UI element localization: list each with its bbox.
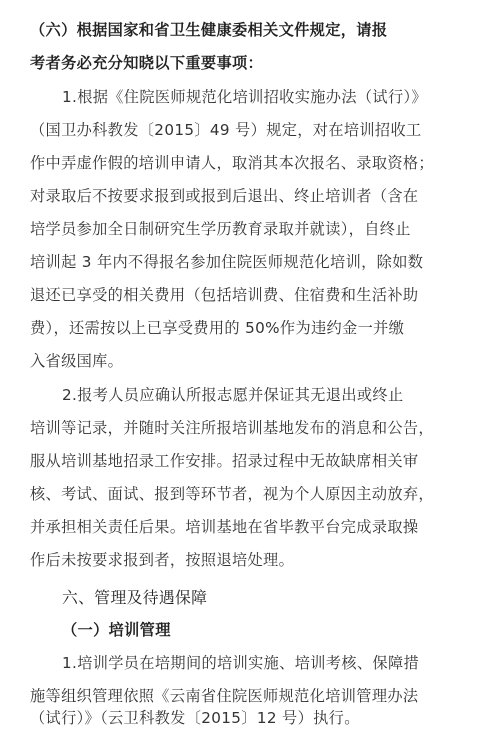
notice-heading-line-2: 考者务必充分知晓以下重要事项： xyxy=(30,54,264,72)
paragraph-line: 作后未按要求报到者，按照退培处理。 xyxy=(30,551,295,569)
paragraph-line: 对录取后不按要求报到或报到后退出、终止培训者（含在 xyxy=(30,187,419,205)
paragraph-line: 作中弄虚作假的培训申请人，取消其本次报名、录取资格； xyxy=(30,154,434,172)
paragraph-line: 施等组织管理依照《云南省住院医师规范化培训管理办法 xyxy=(30,687,419,705)
subsection-heading: （一）培训管理 xyxy=(62,621,171,639)
paragraph-line: 核、考试、面试、报到等环节者，视为个人原因主动放弃， xyxy=(30,485,434,503)
paragraph-line: 培学员参加全日制研究生学历教育录取并就读），自终止 xyxy=(30,220,411,238)
paragraph-line: 服从培训基地招录工作安排。招录过程中无故缺席相关审 xyxy=(30,452,419,470)
paragraph-line: 培训等记录，并随时关注所报培训基地发布的消息和公告， xyxy=(30,419,434,437)
notice-heading-line-1: （六）根据国家和省卫生健康委相关文件规定，请报 xyxy=(30,21,388,39)
paragraph-line: （国卫办科教发〔2015〕49 号）规定，对在培训招收工 xyxy=(30,121,422,139)
paragraph-line: 退还已享受的相关费用（包括培训费、住宿费和生活补助 xyxy=(30,286,419,304)
paragraph-line: （试行）》（云卫科教发〔2015〕12 号）执行。 xyxy=(30,709,360,727)
paragraph-line: 入省级国库。 xyxy=(30,352,124,370)
paragraph-line: 1.根据《住院医师规范化培训招收实施办法（试行）》 xyxy=(62,88,427,106)
section-heading: 六、管理及待遇保障 xyxy=(62,588,208,607)
paragraph-line: 费），还需按以上已享受费用的 50%作为违约金一并缴 xyxy=(30,319,405,337)
paragraph-line: 并承担相关责任后果。培训基地在省毕教平台完成录取操 xyxy=(30,518,419,536)
paragraph-line: 2.报考人员应确认所报志愿并保证其无退出或终止 xyxy=(62,386,404,404)
paragraph-line: 1.培训学员在培期间的培训实施、培训考核、保障措 xyxy=(62,654,420,672)
paragraph-line: 培训起 3 年内不得报名参加住院医师规范化培训，除如数 xyxy=(30,253,424,271)
